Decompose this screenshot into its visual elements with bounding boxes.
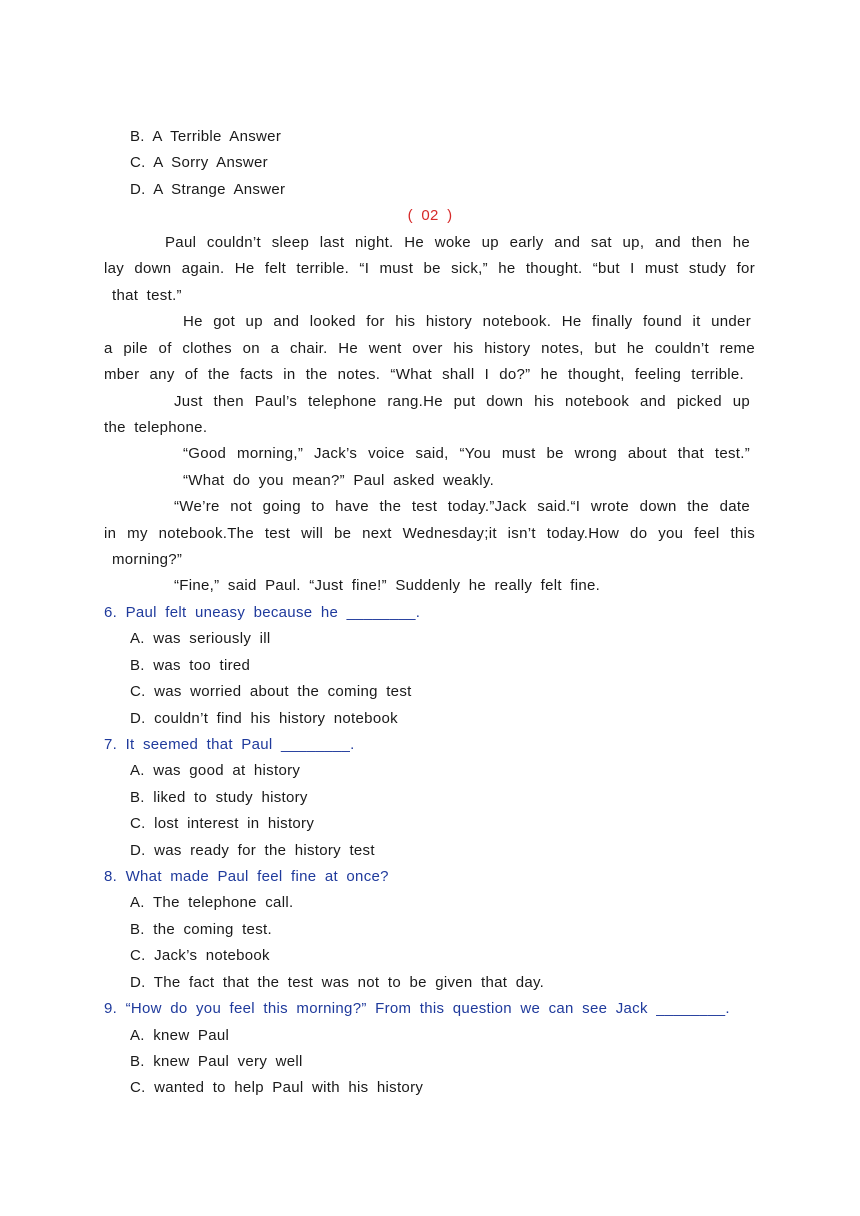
passage-line: “What do you mean?” Paul asked weakly. <box>183 472 495 489</box>
option-c: C. wanted to help Paul with his history <box>130 1079 424 1096</box>
passage-line: mber any of the facts in the notes. “What shall I do?” he thought, feeling terrible. <box>104 366 744 383</box>
option-d: D. couldn’t find his history notebook <box>130 710 398 727</box>
option-b: B. A Terrible Answer <box>130 128 282 145</box>
option-a: A. was seriously ill <box>130 630 271 647</box>
passage-line: the telephone. <box>104 419 208 436</box>
option-c: C. lost interest in history <box>130 815 315 832</box>
passage-line: that test.” <box>112 287 182 304</box>
option-b: B. liked to study history <box>130 789 308 806</box>
passage-line: a pile of clothes on a chair. He went over his history notes, but he couldn’t reme <box>104 340 755 357</box>
option-a: A. knew Paul <box>130 1027 230 1044</box>
passage-line: “We’re not going to have the test today.”Jack said.“I wrote down the date <box>174 498 750 515</box>
option-c: C. A Sorry Answer <box>130 154 268 171</box>
question-stem: 6. Paul felt uneasy because he ________. <box>104 604 421 621</box>
option-b: B. knew Paul very well <box>130 1053 303 1070</box>
option-b: B. the coming test. <box>130 921 272 938</box>
option-d: D. was ready for the history test <box>130 842 375 859</box>
option-c: C. Jack’s notebook <box>130 947 270 964</box>
option-c: C. was worried about the coming test <box>130 683 412 700</box>
section-label: ( 02 ) <box>407 207 453 224</box>
passage-line: “Good morning,” Jack’s voice said, “You must be wrong about that test.” <box>183 445 750 462</box>
option-a: A. was good at history <box>130 762 301 779</box>
passage-line: “Fine,” said Paul. “Just fine!” Suddenly he really felt fine. <box>174 577 601 594</box>
question-stem: 9. “How do you feel this morning?” From this question we can see Jack ________. <box>104 1000 730 1017</box>
option-b: B. was too tired <box>130 657 251 674</box>
option-d: D. A Strange Answer <box>130 181 286 198</box>
passage-line: lay down again. He felt terrible. “I must be sick,” he thought. “but I must study for <box>104 260 755 277</box>
passage-line: He got up and looked for his history notebook. He finally found it under <box>183 313 751 330</box>
passage-line: morning?” <box>112 551 183 568</box>
passage-line: Paul couldn’t sleep last night. He woke up early and sat up, and then he <box>165 234 750 251</box>
option-a: A. The telephone call. <box>130 894 294 911</box>
passage-line: in my notebook.The test will be next Wednesday;it isn’t today.How do you feel this <box>104 525 755 542</box>
question-stem: 8. What made Paul feel fine at once? <box>104 868 389 885</box>
question-stem: 7. It seemed that Paul ________. <box>104 736 355 753</box>
passage-line: Just then Paul’s telephone rang.He put down his notebook and picked up <box>174 393 750 410</box>
option-d: D. The fact that the test was not to be given that day. <box>130 974 545 991</box>
